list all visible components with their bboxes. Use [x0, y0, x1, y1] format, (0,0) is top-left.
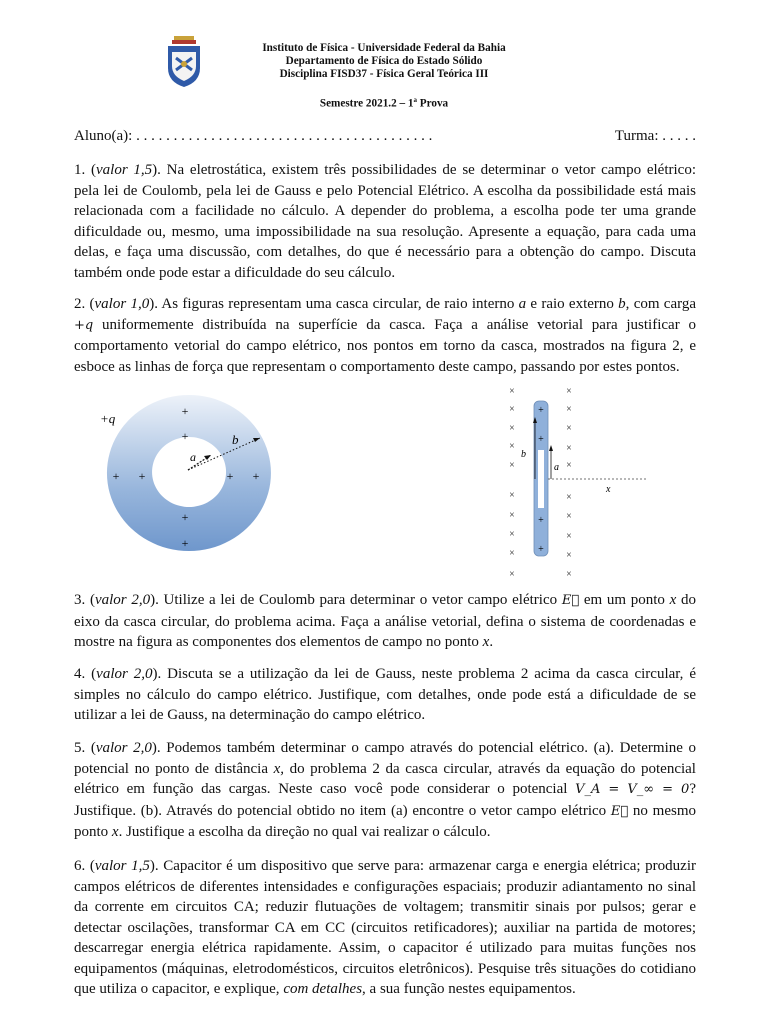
class-field[interactable]: Turma: . . . . .	[614, 128, 696, 144]
field-point: ×	[566, 386, 572, 397]
field-point: ×	[566, 404, 572, 415]
plus-sign: +	[538, 544, 544, 555]
plus-sign: +	[538, 434, 544, 445]
shell-hole	[538, 450, 544, 508]
field-point: ×	[509, 441, 515, 452]
plus-sign: +	[538, 405, 544, 416]
q3-text-1: ). Utilize a lei de Coulomb para determinar o vetor campo elétrico	[150, 592, 562, 608]
exam-label: Prova	[416, 97, 449, 110]
plus-sign: +	[538, 515, 544, 526]
institution-header	[0, 42, 768, 81]
radius-a-label: a	[190, 450, 196, 464]
figure-2-cross-section	[498, 382, 658, 582]
semester-line	[0, 96, 768, 110]
b-label: b	[521, 449, 526, 460]
question-3	[74, 590, 696, 653]
a-label: a	[554, 462, 559, 473]
q5-text-2: do problema 2 da casca circular, através da equação do potencial elétrico em função das cargas. Neste caso você pode considerar o potencial	[74, 760, 696, 797]
plus-sign: +	[181, 404, 189, 418]
q5-x-2: x	[111, 824, 119, 840]
q6-number: 6. (	[74, 858, 95, 874]
q2-number: 2. (	[74, 296, 95, 312]
plus-sign: +	[226, 469, 234, 483]
q5-number: 5. (	[74, 740, 96, 756]
field-point: ×	[509, 548, 515, 559]
field-point: ×	[566, 569, 572, 580]
q5-x: x,	[273, 760, 284, 777]
q6-text-1: ). Capacitor é um dispositivo que serve para: armazenar carga e energia elétrica; produzir campos elétricos de diferentes intensidades e configurações espaciais; produzir adiantamento no sinal da corrente em circuitos CA; reduzir flutuações de voltagem; transmitir sinais por pulsos; gerar e detectar oscilações, transformar CA em CC (circuitos retificadores); auxiliar na partida de motores; descarregar energia elétrica rapidamente. Assim, o capacitor é utilizado para muitas funções nos equipamentos (máquinas, eletrodomésticos, circuitos eletrônicos). Pesquise três situações do cotidiano que utiliza o capacitor, e explique,	[74, 858, 696, 997]
field-point: ×	[566, 460, 572, 471]
q5-text-5: . Justifique a escolha da direção no qual vai realizar o cálculo.	[118, 824, 491, 840]
q4-text: ). Discuta se a utilização da lei de Gauss, neste problema 2 acima da casca circular, é simples no cálculo do campo elétrico. Justifique, com detalhes, onde pode está a dificuldade de se utilizar a lei de Gauss, na determinação do campo elétrico.	[74, 666, 696, 723]
field-point: ×	[509, 404, 515, 415]
q3-x: x	[669, 592, 677, 608]
x-label: x	[606, 484, 611, 495]
q3-e-vector: E⃗	[561, 593, 580, 608]
q4-valor: valor 2,0	[96, 666, 153, 682]
plus-sign: +	[181, 536, 189, 550]
field-point: ×	[509, 569, 515, 580]
plus-sign: +	[112, 469, 120, 483]
question-5	[74, 738, 696, 843]
plus-sign: +	[138, 469, 146, 483]
student-line	[74, 128, 696, 145]
q5-text-3: ? Justifique. (b). Através do potencial obtido no item (a) encontre o vetor campo elétrico	[74, 781, 696, 819]
header-line-2: Departamento de Física do Estado Sólido	[285, 55, 483, 67]
q3-text-2: em um ponto	[579, 592, 670, 608]
q2-text-1: ). As figuras representam uma casca circular, de raio interno	[149, 296, 519, 312]
q2-text-2: e raio externo	[526, 296, 619, 312]
field-point: ×	[509, 490, 515, 501]
q1-valor: valor 1,5	[96, 162, 153, 178]
q2-b: b	[618, 296, 626, 312]
q2-text-4: uniformemente distribuída na superfície da casca. Faça a análise vetorial para justificar o comportamento vetorial do campo elétrico, nos pontos em torno da casca, mostrados na figura 2, e esboce as linhas de força que representam o comportamento deste campo, passando por estes pontos.	[74, 316, 696, 375]
header-line-3: Disciplina FISD37 - Física Geral Teórica III	[279, 68, 489, 80]
field-point: ×	[566, 443, 572, 454]
radius-b-label: b	[232, 432, 239, 447]
q3-text-4: .	[489, 634, 494, 650]
plus-sign: +	[252, 469, 260, 483]
semester-text: Semestre 2021.2 – 1	[319, 97, 414, 110]
field-point: ×	[566, 511, 572, 522]
field-point: ×	[566, 550, 572, 561]
q6-valor: valor 1,5	[94, 858, 150, 874]
q3-text-3: do eixo da casca circular, do problema acima. Faça a análise vetorial, defina o sistema de coordenadas e mostre na figura as componentes dos elementos de campo no ponto	[74, 592, 697, 650]
q6-text-2: , a sua função nestes equipamentos.	[362, 981, 576, 997]
field-point: ×	[566, 423, 572, 434]
field-point: ×	[566, 492, 572, 503]
question-1	[74, 160, 696, 283]
q2-a: a	[518, 296, 527, 312]
q5-text-1: ). Podemos também determinar o campo através do potencial elétrico. (a). Determine o potencial no ponto de distância	[74, 740, 696, 777]
q3-valor: valor 2,0	[94, 592, 151, 608]
field-point: ×	[509, 386, 515, 397]
header-line-1: Instituto de Física - Universidade Federal da Bahia	[262, 42, 506, 54]
q2-charge: +q	[74, 317, 94, 333]
question-6	[74, 856, 696, 1000]
charge-label: +q	[100, 411, 116, 426]
q1-text: ). Na eletrostática, existem três possibilidades de se determinar o vetor campo elétrico: pela lei de Coulomb, pela lei de Gauss e pelo Potencial Elétrico. A escolha da possibilidade está mais relacionada com a facilidade no cálculo. A depender do problema, a escolha pode ter uma grande dificuldade ou, mesmo, uma impossibilidade na sua resolução. Apresente a equação, para cada uma delas, e faça uma discussão, com detalhes, do que é necessário para a obtenção do campo. Discuta também onde pode estar a dificuldade do seu cálculo.	[74, 162, 696, 281]
field-point: ×	[509, 510, 515, 521]
question-4	[74, 664, 696, 726]
shell-ring	[107, 395, 271, 551]
field-point: ×	[566, 531, 572, 542]
q3-number: 3. (	[74, 592, 95, 608]
q2-valor: valor 1,0	[94, 296, 150, 312]
plus-sign: +	[181, 510, 189, 524]
field-point: ×	[509, 529, 515, 540]
q3-x-2: x	[482, 634, 490, 650]
field-point: ×	[509, 460, 515, 471]
plus-sign: +	[181, 429, 189, 443]
figure-1-circular-shell	[98, 392, 280, 558]
q4-number: 4. (	[74, 666, 97, 682]
q5-text-4: no mesmo ponto	[74, 802, 696, 840]
q5-valor: valor 2,0	[95, 740, 152, 756]
field-point: ×	[509, 423, 515, 434]
q6-emphasis: com detalhes	[283, 981, 363, 997]
question-2	[74, 294, 696, 377]
semester-sup: a	[413, 96, 417, 104]
q2-text-3: , com carga	[625, 296, 696, 312]
student-name-field[interactable]: Aluno(a): . . . . . . . . . . . . . . . . . . . . . . . . . . . . . . . . . . . . . . . .	[74, 128, 433, 144]
q1-number: 1. (	[74, 162, 96, 178]
q5-e-vector: E⃗	[610, 803, 629, 819]
q5-equation: V_A = V_∞ = 0	[575, 782, 690, 797]
